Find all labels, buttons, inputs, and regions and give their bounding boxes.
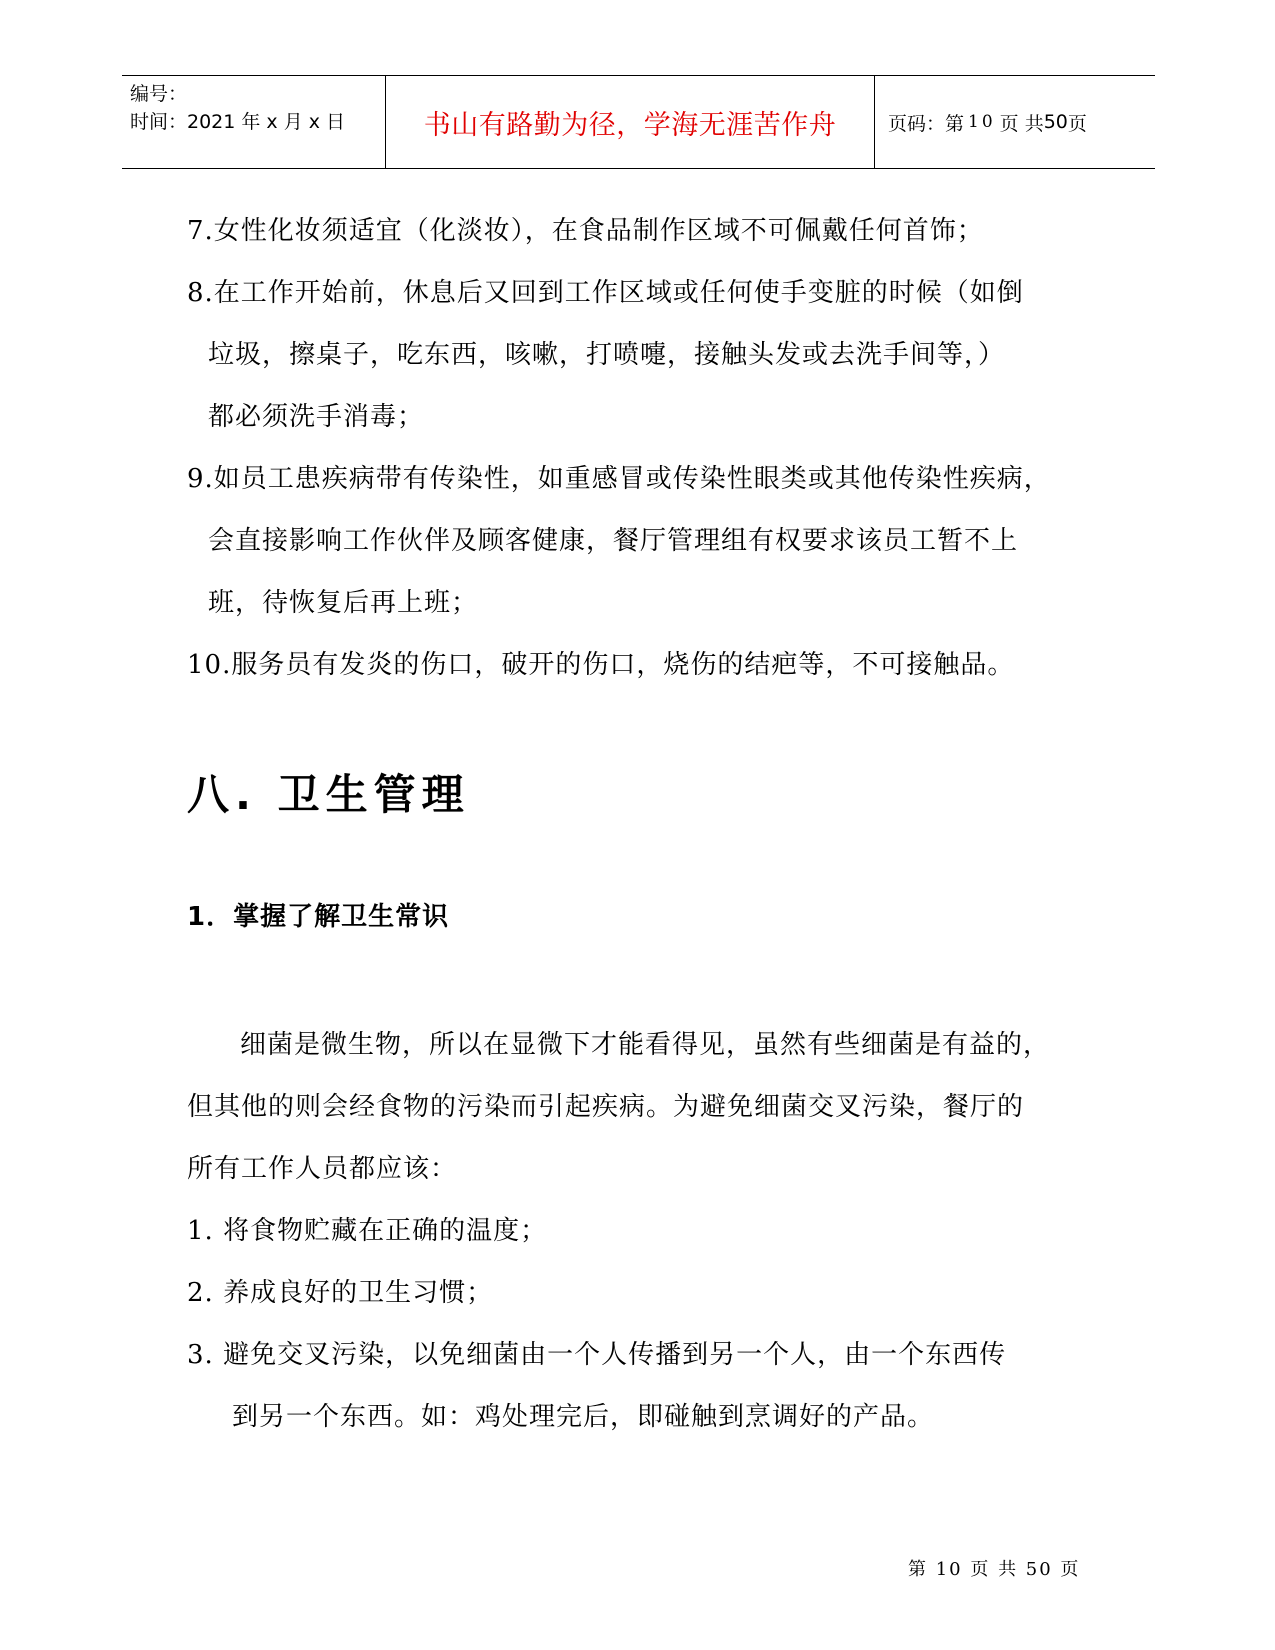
header-motto: 书山有路勤为径，学海无涯苦作舟 [423,109,837,141]
page-prefix: 页码：第 [888,112,965,135]
page-mid: 页 共 [999,112,1044,135]
serial-number-label: 编号： [130,83,188,105]
subsection-heading: 1．掌握了解卫生常识 [187,902,450,932]
list-item: 1. 将食物贮藏在正确的温度； [187,1216,548,1246]
paragraph-line: 9.如员工患疾病带有传染性，如重感冒或传染性眼类或其他传染性疾病， [187,464,1051,494]
paragraph-line: 8.在工作开始前，休息后又回到工作区域或任何使手变脏的时候（如倒 [187,278,1024,308]
document-header [122,75,1155,169]
paragraph-line: 所有工作人员都应该： [187,1154,458,1184]
header-page-info [888,76,1087,168]
page-suffix: 页 [1067,112,1087,135]
paragraph-line: 细菌是微生物，所以在显微下才能看得见，虽然有些细菌是有益的， [240,1030,1051,1060]
date-label: 时间：2021 年 x 月 x 日 [130,111,346,133]
paragraph-line: 班，待恢复后再上班； [208,588,479,618]
section-heading: 八. 卫生管理 [187,770,470,819]
paragraph-line: 7.女性化妆须适宜（化淡妆），在食品制作区域不可佩戴任何首饰； [187,216,984,246]
paragraph-line: 10.服务员有发炎的伤口，破开的伤口，烧伤的结疤等，不可接触品。 [187,650,1015,680]
list-item: 3. 避免交叉污染，以免细菌由一个人传播到另一个人，由一个东西传 [187,1340,1007,1370]
paragraph-line: 垃圾，擦桌子，吃东西，咳嗽，打喷嚏，接触头发或去洗手间等，） [208,340,1006,370]
page-number: 10 [968,112,996,132]
list-item: 到另一个东西。如：鸡处理完后，即碰触到烹调好的产品。 [232,1402,935,1432]
page-footer: 第 10 页 共 50 页 [908,1559,1081,1580]
paragraph-line: 会直接影响工作伙伴及顾客健康，餐厅管理组有权要求该员工暂不上 [208,526,1019,556]
paragraph-line: 都必须洗手消毒； [208,402,425,432]
header-divider [874,76,875,168]
header-info [130,80,380,136]
page-total: 50 [1043,111,1068,133]
paragraph-line: 但其他的则会经食物的污染而引起疾病。为避免细菌交叉污染，餐厅的 [187,1092,1025,1122]
list-item: 2. 养成良好的卫生习惯； [187,1278,494,1308]
